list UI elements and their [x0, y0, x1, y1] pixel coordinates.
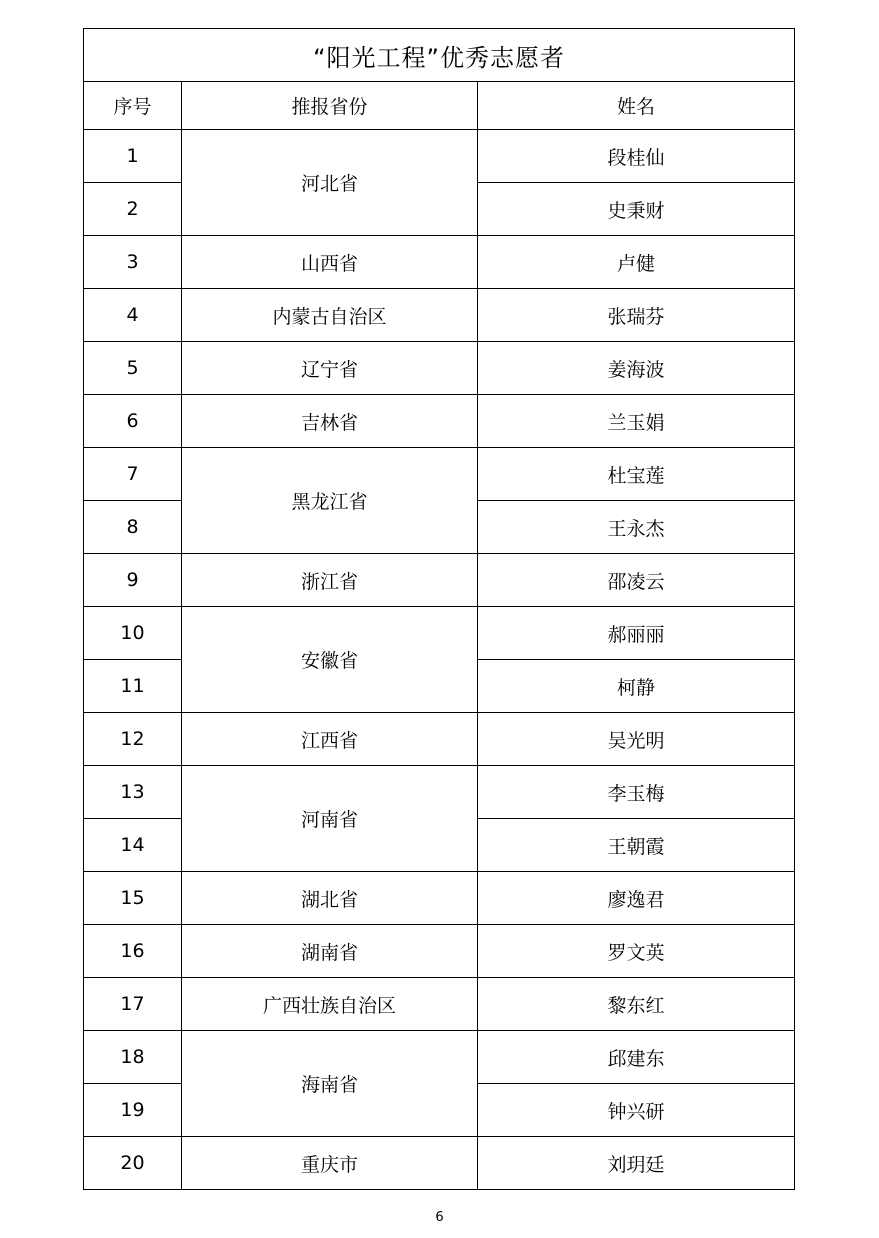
table-row	[84, 1031, 795, 1084]
row-volunteer-name: 钟兴研	[478, 1084, 795, 1137]
page-number: 6	[435, 1210, 444, 1225]
row-index: 9	[84, 554, 182, 607]
row-volunteer-name: 姜海波	[478, 342, 795, 395]
row-volunteer-name: 黎东红	[478, 978, 795, 1031]
row-index: 15	[84, 872, 182, 925]
row-volunteer-name: 刘玥廷	[478, 1137, 795, 1190]
table-row	[84, 130, 795, 183]
row-volunteer-name: 史秉财	[478, 183, 795, 236]
row-volunteer-name: 柯静	[478, 660, 795, 713]
row-index: 7	[84, 448, 182, 501]
row-index: 20	[84, 1137, 182, 1190]
row-volunteer-name: 段桂仙	[478, 130, 795, 183]
table-row	[84, 395, 795, 448]
table-body	[84, 29, 795, 1190]
volunteer-table	[83, 28, 795, 1190]
row-province: 重庆市	[182, 1137, 478, 1190]
row-volunteer-name: 郝丽丽	[478, 607, 795, 660]
row-volunteer-name: 王朝霞	[478, 819, 795, 872]
table-row	[84, 554, 795, 607]
table-row	[84, 236, 795, 289]
row-index: 4	[84, 289, 182, 342]
table-row	[84, 607, 795, 660]
row-province: 海南省	[182, 1031, 478, 1137]
row-province: 吉林省	[182, 395, 478, 448]
row-volunteer-name: 兰玉娟	[478, 395, 795, 448]
row-province: 内蒙古自治区	[182, 289, 478, 342]
row-province: 湖南省	[182, 925, 478, 978]
table-row	[84, 978, 795, 1031]
row-volunteer-name: 王永杰	[478, 501, 795, 554]
row-province: 湖北省	[182, 872, 478, 925]
row-province: 江西省	[182, 713, 478, 766]
row-volunteer-name: 邱建东	[478, 1031, 795, 1084]
header-name: 姓名	[478, 82, 795, 130]
row-index: 14	[84, 819, 182, 872]
table-row	[84, 766, 795, 819]
row-index: 13	[84, 766, 182, 819]
header-index: 序号	[84, 82, 182, 130]
row-index: 3	[84, 236, 182, 289]
table-row	[84, 872, 795, 925]
row-province: 广西壮族自治区	[182, 978, 478, 1031]
table-title: “阳光工程”优秀志愿者	[84, 29, 795, 82]
row-index: 1	[84, 130, 182, 183]
row-province: 浙江省	[182, 554, 478, 607]
table-row	[84, 713, 795, 766]
table-row	[84, 925, 795, 978]
row-province: 黑龙江省	[182, 448, 478, 554]
row-province: 辽宁省	[182, 342, 478, 395]
row-province: 河北省	[182, 130, 478, 236]
table-row	[84, 289, 795, 342]
row-index: 18	[84, 1031, 182, 1084]
row-volunteer-name: 卢健	[478, 236, 795, 289]
header-province: 推报省份	[182, 82, 478, 130]
row-volunteer-name: 吴光明	[478, 713, 795, 766]
row-volunteer-name: 杜宝莲	[478, 448, 795, 501]
row-province: 安徽省	[182, 607, 478, 713]
row-index: 10	[84, 607, 182, 660]
row-index: 11	[84, 660, 182, 713]
row-index: 19	[84, 1084, 182, 1137]
row-index: 8	[84, 501, 182, 554]
row-volunteer-name: 罗文英	[478, 925, 795, 978]
row-index: 16	[84, 925, 182, 978]
table-row	[84, 448, 795, 501]
row-index: 12	[84, 713, 182, 766]
row-volunteer-name: 张瑞芬	[478, 289, 795, 342]
row-index: 2	[84, 183, 182, 236]
row-index: 17	[84, 978, 182, 1031]
table-row	[84, 342, 795, 395]
row-index: 6	[84, 395, 182, 448]
row-volunteer-name: 邵凌云	[478, 554, 795, 607]
table-row	[84, 1137, 795, 1190]
row-province: 河南省	[182, 766, 478, 872]
row-index: 5	[84, 342, 182, 395]
table-title-row	[84, 29, 795, 82]
row-volunteer-name: 廖逸君	[478, 872, 795, 925]
row-province: 山西省	[182, 236, 478, 289]
row-volunteer-name: 李玉梅	[478, 766, 795, 819]
table-header-row	[84, 82, 795, 130]
